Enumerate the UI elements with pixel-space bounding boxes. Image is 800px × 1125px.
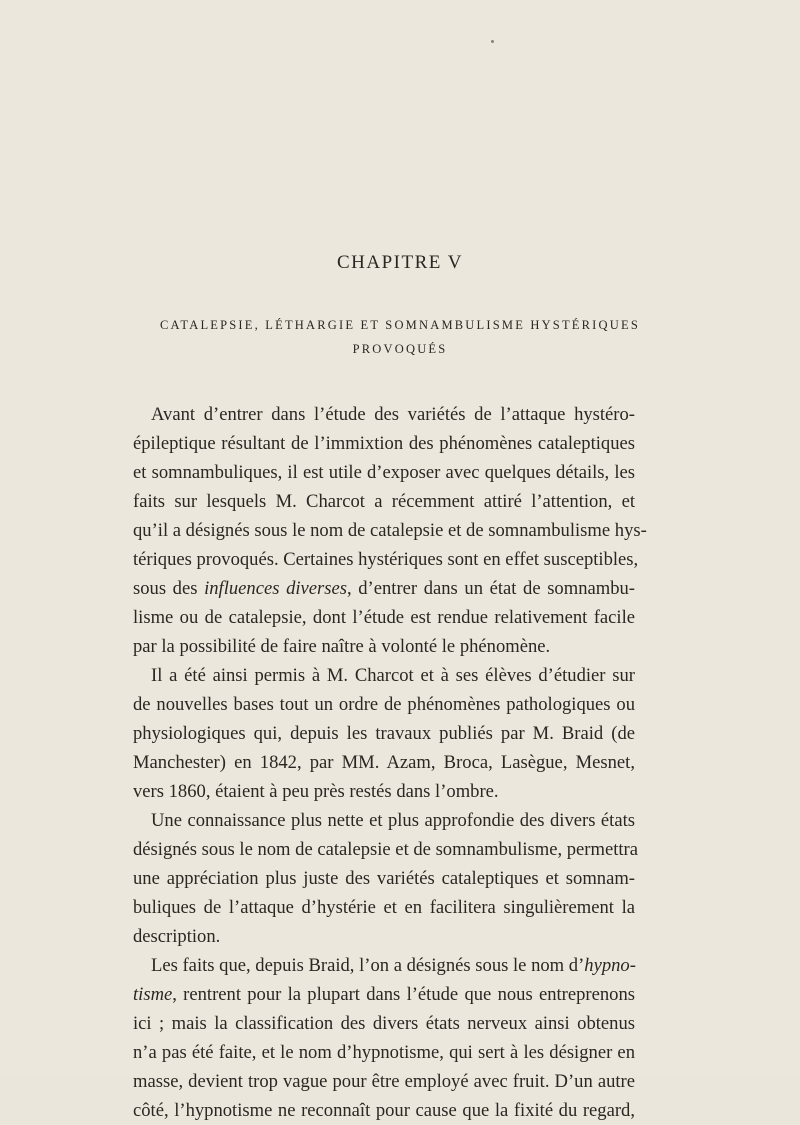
text-segment: Il a été ainsi permis à M. Charcot et à ses élèves d’étudier sur <box>151 665 635 686</box>
text-segment: , rentrent pour la plupart dans l’étude que nous entreprenons <box>172 984 635 1005</box>
text-line <box>133 487 635 516</box>
text-segment: une appréciation plus juste des variétés cataleptiques et somnam- <box>133 868 635 889</box>
text-line <box>133 893 635 922</box>
text-line <box>133 922 635 951</box>
text-segment: , d’entrer dans un état de somnambu- <box>347 578 635 599</box>
text-line <box>133 864 635 893</box>
text-segment: sous des <box>133 578 205 599</box>
text-line <box>133 951 635 980</box>
text-line <box>133 458 635 487</box>
text-segment: vers 1860, étaient à peu près restés dans l’ombre. <box>133 781 499 802</box>
text-segment: Avant d’entrer dans l’étude des variétés de l’attaque hystéro- <box>151 404 635 425</box>
subtitle-line-2: PROVOQUÉS <box>352 342 448 356</box>
text-segment: buliques de l’attaque d’hystérie et en facilitera singulièrement la <box>133 897 635 918</box>
text-line <box>133 835 638 864</box>
text-segment: Une connaissance plus nette et plus approfondie des divers états <box>151 810 635 831</box>
italic-text: tisme <box>133 984 173 1005</box>
text-line <box>133 980 635 1009</box>
text-segment: par la possibilité de faire naître à volonté le phénomène. <box>133 636 551 657</box>
text-line <box>133 690 635 719</box>
text-segment: Les faits que, depuis Braid, l’on a désignés sous le nom d’ <box>151 955 585 976</box>
text-line <box>133 574 635 603</box>
text-segment: ici ; mais la classification des divers états nerveux ainsi obtenus <box>133 1013 635 1034</box>
paper-speck <box>491 40 494 43</box>
text-line <box>133 1096 635 1125</box>
text-line <box>133 806 635 835</box>
text-line <box>133 400 635 429</box>
chapter-subtitle <box>100 313 700 361</box>
text-line <box>133 516 647 545</box>
text-segment: n’a pas été faite, et le nom d’hypnotisme, qui sert à les désigner en <box>133 1042 635 1063</box>
text-line <box>133 429 635 458</box>
text-line <box>133 1009 635 1038</box>
text-line <box>133 632 635 661</box>
text-segment: description. <box>133 926 221 947</box>
text-line <box>133 603 635 632</box>
italic-text: influences diverses <box>204 578 347 599</box>
text-segment: côté, l’hypnotisme ne reconnaît pour cause que la fixité du regard, <box>133 1100 635 1121</box>
text-segment: et somnambuliques, il est utile d’exposer avec quelques détails, les <box>133 462 635 483</box>
italic-text: hypno- <box>584 955 636 976</box>
text-line <box>133 719 635 748</box>
text-segment: physiologiques qui, depuis les travaux publiés par M. Braid (de <box>133 723 635 744</box>
text-segment: de nouvelles bases tout un ordre de phénomènes pathologiques ou <box>133 694 635 715</box>
text-segment: faits sur lesquels M. Charcot a récemment attiré l’attention, et <box>133 491 635 512</box>
text-line <box>133 1067 635 1096</box>
text-segment: qu’il a désignés sous le nom de catalepsie et de somnambulisme hys- <box>133 520 647 541</box>
text-line <box>133 777 635 806</box>
subtitle-line-1: CATALEPSIE, LÉTHARGIE ET SOMNAMBULISME HYSTÉRIQUES <box>160 318 640 332</box>
text-line <box>133 1038 635 1067</box>
text-segment: Manchester) en 1842, par MM. Azam, Broca, Lasègue, Mesnet, <box>133 752 635 773</box>
text-segment: épileptique résultant de l’immixtion des phénomènes cataleptiques <box>133 433 635 454</box>
text-line <box>133 661 635 690</box>
text-line <box>133 748 635 777</box>
text-segment: masse, devient trop vague pour être employé avec fruit. D’un autre <box>133 1071 635 1092</box>
text-segment: tériques provoqués. Certaines hystériques sont en effet susceptibles, <box>133 549 639 570</box>
text-segment: lisme ou de catalepsie, dont l’étude est rendue relativement facile <box>133 607 635 628</box>
body-text <box>133 400 647 1125</box>
text-line <box>133 545 639 574</box>
text-segment: désignés sous le nom de catalepsie et de somnambulisme, permettra <box>133 839 638 860</box>
chapter-title: CHAPITRE V <box>336 252 464 273</box>
